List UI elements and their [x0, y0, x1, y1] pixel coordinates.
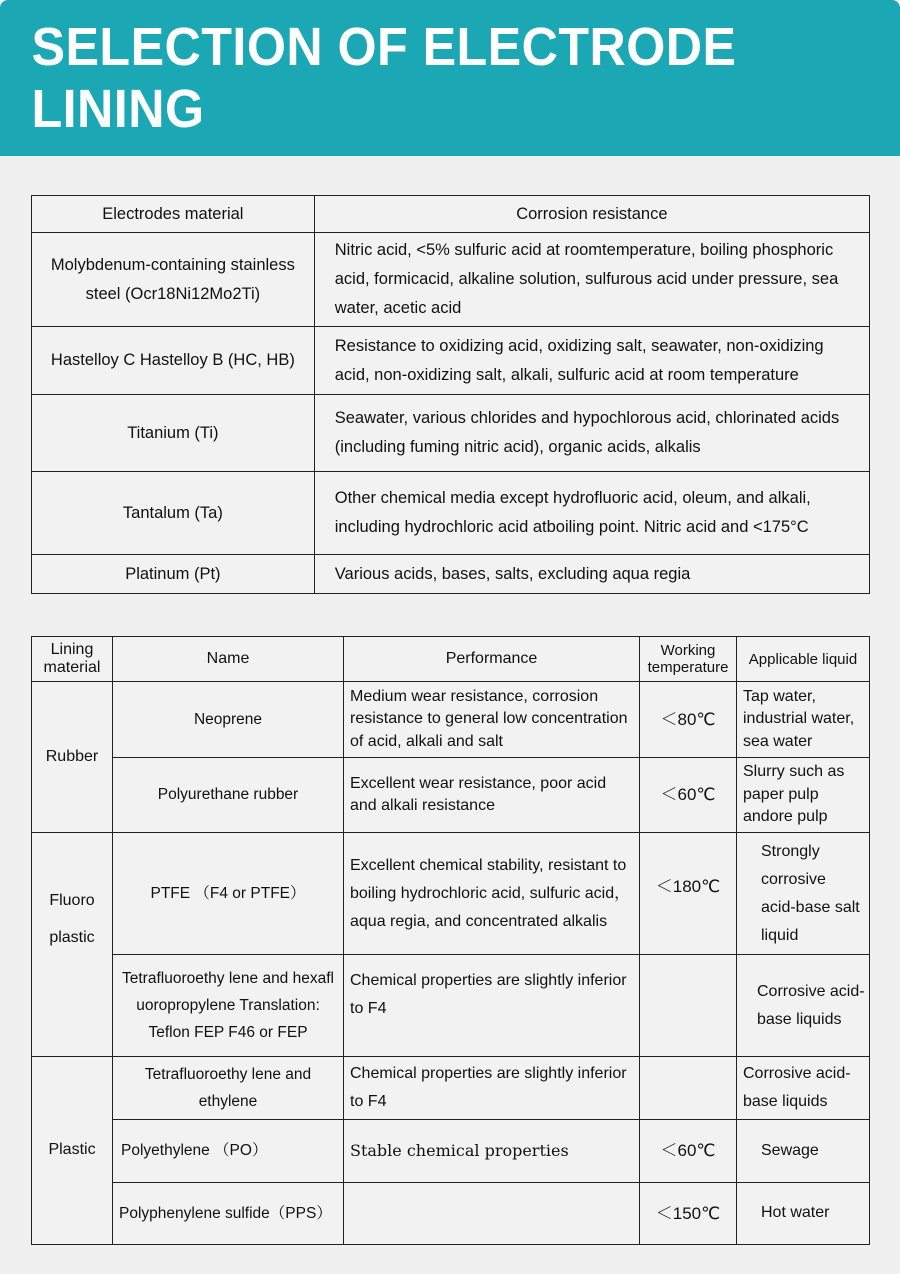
temperature-cell: ＜60℃	[640, 1120, 737, 1183]
header-name: Name	[113, 637, 344, 682]
name-cell: Polyethylene （PO）	[113, 1120, 344, 1183]
table-row	[32, 1120, 870, 1183]
temperature-cell: ＜180℃	[640, 833, 737, 955]
material-cell: Tantalum (Ta)	[32, 472, 315, 555]
liquid-cell: Sewage	[737, 1120, 870, 1183]
table-header-row	[32, 637, 870, 682]
header-performance: Performance	[344, 637, 640, 682]
table-header-row	[32, 196, 870, 233]
table-row	[32, 1057, 870, 1120]
header-working-temperature: Working temperature	[640, 637, 737, 682]
resistance-cell: Seawater, various chlorides and hypochlorous acid, chlorinated acids (including fuming nitric acid), organic acids, alkalis	[314, 395, 869, 472]
name-cell: Polyurethane rubber	[113, 758, 344, 833]
material-cell: Titanium (Ti)	[32, 395, 315, 472]
material-cell: Platinum (Pt)	[32, 555, 315, 594]
lining-material-table	[31, 636, 870, 1245]
temperature-cell: ＜80℃	[640, 682, 737, 758]
performance-cell: Stable chemical properties	[344, 1120, 640, 1183]
performance-cell: Excellent chemical stability, resistant to boiling hydrochloric acid, sulfuric acid， aqua regia, and concentrated alkalis	[344, 833, 640, 955]
header-applicable-liquid: Applicable liquid	[737, 637, 870, 682]
category-cell: Rubber	[32, 682, 113, 833]
liquid-cell: Strongly corrosive acid-base salt liquid	[737, 833, 870, 955]
name-cell: PTFE （F4 or PTFE）	[113, 833, 344, 955]
header-corrosion-resistance: Corrosion resistance	[314, 196, 869, 233]
performance-cell: Chemical properties are slightly inferior to F4	[344, 955, 640, 1057]
name-cell: Neoprene	[113, 682, 344, 758]
table-row	[32, 327, 870, 395]
performance-cell	[344, 1183, 640, 1245]
material-cell: Hastelloy C Hastelloy B (HC, HB)	[32, 327, 315, 395]
liquid-cell: Corrosive acid-base liquids	[737, 955, 870, 1057]
header-lining-material: Lining material	[32, 637, 113, 682]
table-row	[32, 682, 870, 758]
table-row	[32, 1183, 870, 1245]
table-row	[32, 555, 870, 594]
resistance-cell: Resistance to oxidizing acid, oxidizing salt, seawater, non-oxidizing acid, non-oxidizing salt, alkali, sulfuric acid at room temperature	[314, 327, 869, 395]
material-cell: Molybdenum-containing stainless steel (Ocr18Ni12Mo2Ti)	[32, 233, 315, 327]
temperature-cell: ＜60℃	[640, 758, 737, 833]
name-cell: Tetrafluoroethy lene and hexafl uoropropylene Translation: Teflon FEP F46 or FEP	[113, 955, 344, 1057]
performance-cell: Excellent wear resistance, poor acid and alkali resistance	[344, 758, 640, 833]
name-cell: Polyphenylene sulfide（PPS）	[113, 1183, 344, 1245]
page-title: SELECTION OF ELECTRODE LINING	[31, 17, 737, 139]
table-row	[32, 472, 870, 555]
resistance-cell: Nitric acid, <5% sulfuric acid at roomtemperature, boiling phosphoric acid, formicacid, alkaline solution, sulfurous acid under pressure, sea water, acetic acid	[314, 233, 869, 327]
resistance-cell: Other chemical media except hydrofluoric acid, oleum, and alkali, including hydrochloric acid atboiling point. Nitric acid and <175°C	[314, 472, 869, 555]
liquid-cell: Slurry such as paper pulp andore pulp	[737, 758, 870, 833]
resistance-cell: Various acids, bases, salts, excluding aqua regia	[314, 555, 869, 594]
name-cell: Tetrafluoroethy lene and ethylene	[113, 1057, 344, 1120]
temperature-cell: ＜150℃	[640, 1183, 737, 1245]
performance-cell: Medium wear resistance, corrosion resistance to general low concentration of acid, alkali and salt	[344, 682, 640, 758]
category-cell: Fluoro plastic	[32, 833, 113, 1057]
performance-cell: Chemical properties are slightly inferior to F4	[344, 1057, 640, 1120]
liquid-cell: Corrosive acid-base liquids	[737, 1057, 870, 1120]
temperature-cell	[640, 1057, 737, 1120]
table-row	[32, 955, 870, 1057]
liquid-cell: Tap water, industrial water, sea water	[737, 682, 870, 758]
temperature-cell	[640, 955, 737, 1057]
category-cell: Plastic	[32, 1057, 113, 1245]
electrode-material-table	[31, 195, 870, 594]
table-row	[32, 758, 870, 833]
table-row	[32, 395, 870, 472]
liquid-cell: Hot water	[737, 1183, 870, 1245]
table-row	[32, 233, 870, 327]
table-row	[32, 833, 870, 955]
page-header	[0, 0, 900, 156]
header-electrodes-material: Electrodes material	[32, 196, 315, 233]
